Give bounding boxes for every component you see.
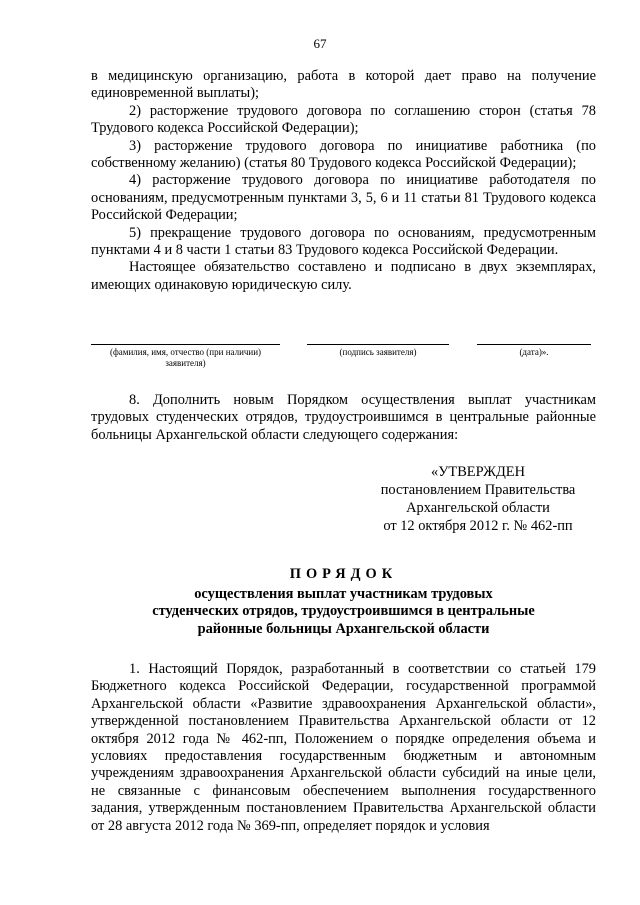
top-text-block bbox=[91, 68, 596, 294]
title-main: ПОРЯДОК bbox=[289, 566, 398, 582]
applicant-signature-line bbox=[307, 344, 449, 345]
title-line-3: районные больницы Архангельской области bbox=[197, 620, 490, 637]
date-signature-field bbox=[477, 344, 591, 358]
list-item-3: 3) расторжение трудового договора по инициативе работника (по собственному желанию) (статья 80 Трудового кодекса Российской Федерации); bbox=[91, 137, 596, 172]
page-number: 67 bbox=[313, 36, 327, 51]
list-item-4: 4) расторжение трудового договора по инициативе работодателя по основаниям, предусмотренным пунктами 3, 5, 6 и 11 статьи 81 Трудового кодекса Российской Федерации; bbox=[91, 172, 596, 224]
paragraph-continuation: в медицинскую организацию, работа в которой дает право на получение единовременной выплаты); bbox=[91, 68, 596, 102]
signature-block bbox=[91, 344, 601, 384]
approved-date: от 12 октября 2012 г. № 462-пп bbox=[383, 518, 573, 534]
document-title bbox=[91, 566, 596, 638]
name-signature-line bbox=[91, 344, 280, 345]
list-item-2: 2) расторжение трудового договора по соглашению сторон (статья 78 Трудового кодекса Российской Федерации); bbox=[91, 102, 596, 137]
title-line-1: осуществления выплат участникам трудовых bbox=[194, 585, 493, 602]
name-caption: (фамилия, имя, отчество (при наличии) заявителя) bbox=[109, 347, 262, 368]
approved-heading: «УТВЕРЖДЕН bbox=[431, 464, 525, 480]
date-caption: (дата)». bbox=[519, 347, 549, 357]
applicant-signature-field bbox=[307, 344, 449, 358]
approved-region: Архангельской области bbox=[406, 500, 550, 516]
name-signature-field bbox=[91, 344, 280, 369]
clause-1-paragraph: 1. Настоящий Порядок, разработанный в соответствии со статьей 179 Бюджетного кодекса Российской Федерации, государственной программой Архангельской области «Развитие здравоохранения Архангельской области», утвержденной постановлением Правительства Архангельской области от 12 октября 2012 года № 462-пп, Положением о порядке определения объема и условиях предоставления государственным бюджетным и автономным учреждениям здравоохранения Архангельской области субсидий на иные цели, не связанные с финансовым обеспечением выполнения государственного задания, утвержденным постановлением Правительства Архангельской области от 28 августа 2012 года № 369-пп, определяет порядок и условия bbox=[91, 661, 596, 834]
title-line-2: студенческих отрядов, трудоустроившимся в центральные bbox=[152, 603, 535, 620]
amendment-block bbox=[91, 392, 596, 444]
signature-caption: (подпись заявителя) bbox=[339, 347, 417, 357]
bottom-text-block bbox=[91, 661, 596, 835]
date-signature-line bbox=[477, 344, 591, 345]
amendment-paragraph: 8. Дополнить новым Порядком осуществления выплат участникам трудовых студенческих отрядов, трудоустроившимся в центральные районные больницы Архангельской области следующего содержания: bbox=[91, 392, 596, 443]
closing-statement: Настоящее обязательство составлено и подписано в двух экземплярах, имеющих одинаковую юридическую силу. bbox=[91, 259, 596, 293]
approval-stamp bbox=[358, 463, 598, 535]
approved-by: постановлением Правительства bbox=[380, 482, 576, 498]
list-item-5: 5) прекращение трудового договора по основаниям, предусмотренным пунктами 4 и 8 части 1 статьи 83 Трудового кодекса Российской Федерации. bbox=[91, 224, 596, 259]
